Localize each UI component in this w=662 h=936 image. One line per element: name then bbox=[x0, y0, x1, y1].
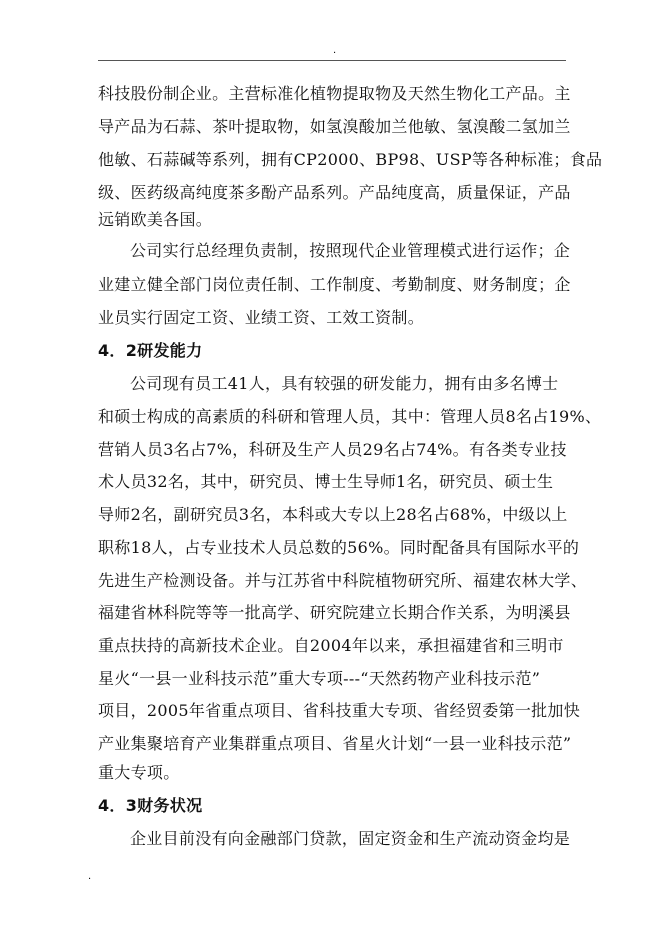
body-line: 级、医药级高纯度茶多酚产品系列。产品纯度高，质量保证，产品 bbox=[98, 183, 571, 202]
body-line: 术人员32名，其中，研究员、博士生导师1名，研究员、硕士生 bbox=[98, 472, 554, 491]
body-line: 远销欧美各国。 bbox=[98, 210, 213, 229]
body-line: 先进生产检测设备。并与江苏省中科院植物研究所、福建农林大学、 bbox=[98, 571, 588, 590]
body-line: 营销人员3名占7%，科研及生产人员29名占74%。有各类专业技 bbox=[98, 440, 567, 459]
footer-mark: . bbox=[88, 871, 92, 882]
body-line: 产业集聚培育产业集群重点项目、省星火计划“一县一业科技示范” bbox=[98, 734, 572, 753]
body-line: 他敏、石蒜碱等系列，拥有CP2000、BP98、USP等各种标准；食品 bbox=[98, 150, 603, 169]
body-line: 企业目前没有向金融部门贷款，固定资金和生产流动资金均是 bbox=[130, 829, 571, 848]
body-line: 公司现有员工41人，具有较强的研发能力，拥有由多名博士 bbox=[130, 374, 559, 393]
body-line: 福建省林科院等等一批高学、研究院建立长期合作关系，为明溪县 bbox=[98, 603, 571, 622]
header-mark: . bbox=[333, 45, 337, 56]
body-line: 星火“一县一业科技示范”重大专项---“天然药物产业科技示范” bbox=[98, 669, 541, 688]
body-line: 公司实行总经理负责制，按照现代企业管理模式进行运作；企 bbox=[130, 241, 571, 260]
header-rule bbox=[98, 60, 566, 61]
body-line: 重点扶持的高新技术企业。自2004年以来，承担福建省和三明市 bbox=[98, 636, 564, 655]
body-line: 和硕士构成的高素质的科研和管理人员，其中：管理人员8名占19%、 bbox=[98, 407, 602, 426]
body-line: 科技股份制企业。主营标准化植物提取物及天然生物化工产品。主 bbox=[98, 84, 571, 103]
body-line: 导师2名，副研究员3名，本科或大专以上28名占68%，中级以上 bbox=[98, 505, 568, 524]
section-heading: 4．2研发能力 bbox=[98, 341, 203, 360]
body-line: 职称18人，占专业技术人员总数的56%。同时配备具有国际水平的 bbox=[98, 538, 580, 557]
body-line: 业员实行固定工资、业绩工资、工效工资制。 bbox=[98, 308, 425, 327]
body-line: 重大专项。 bbox=[98, 763, 180, 782]
section-heading: 4．3财务状况 bbox=[98, 796, 203, 815]
body-line: 项目，2005年省重点项目、省科技重大专项、省经贸委第一批加快 bbox=[98, 701, 581, 720]
body-line: 导产品为石蒜、茶叶提取物，如氢溴酸加兰他敏、氢溴酸二氢加兰 bbox=[98, 117, 571, 136]
body-line: 业建立健全部门岗位责任制、工作制度、考勤制度、财务制度；企 bbox=[98, 275, 571, 294]
